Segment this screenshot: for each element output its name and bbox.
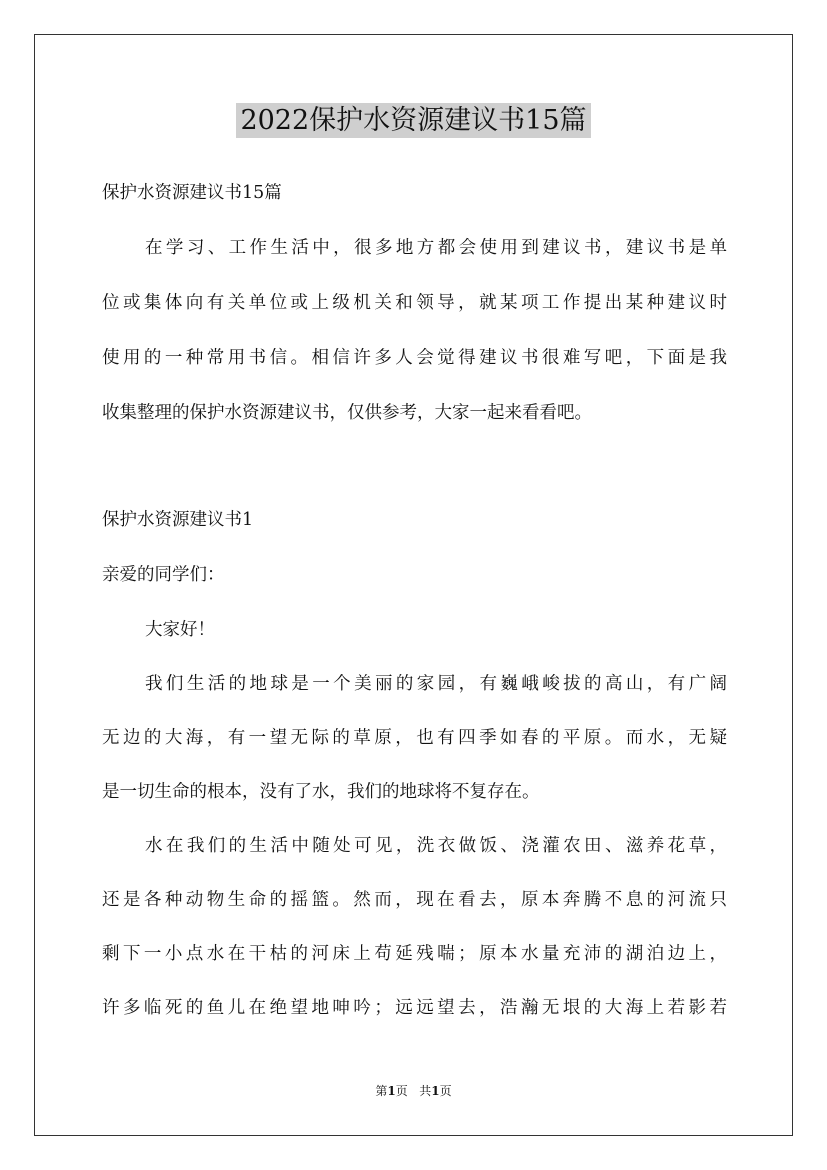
body-line: 是一切生命的根本，没有了水，我们的地球将不复存在。 <box>102 782 540 802</box>
body-line: 使用的一种常用书信。相信许多人会觉得建议书很难写吧，下面是我 <box>102 348 727 368</box>
section-heading: 保护水资源建议书1 <box>102 510 254 530</box>
footer-total-pages: 1 <box>431 1084 440 1098</box>
document-title-text: 2022保护水资源建议书15篇 <box>236 103 590 138</box>
body-line: 许多临死的鱼儿在绝望地呻吟；远远望去，浩瀚无垠的大海上若影若 <box>102 998 727 1018</box>
footer-total-suffix: 页 <box>439 1084 452 1098</box>
body-line: 收集整理的保护水资源建议书，仅供参考，大家一起来看看吧。 <box>102 403 592 423</box>
body-line: 我们生活的地球是一个美丽的家园，有巍峨峻拔的高山，有广阔 <box>145 674 727 694</box>
subtitle-line: 保护水资源建议书15篇 <box>102 183 282 203</box>
greeting: 大家好！ <box>145 620 215 640</box>
body-line: 无边的大海，有一望无际的草原，也有四季如春的平原。而水，无疑 <box>102 728 727 748</box>
body-line: 水在我们的生活中随处可见，洗衣做饭、浇灌农田、滋养花草， <box>145 836 727 856</box>
body-line: 剩下一小点水在干枯的河床上苟延残喘；原本水量充沛的湖泊边上， <box>102 944 727 964</box>
body-line: 还是各种动物生命的摇篮。然而，现在看去，原本奔腾不息的河流只 <box>102 890 727 910</box>
body-line: 在学习、工作生活中，很多地方都会使用到建议书，建议书是单 <box>145 238 727 258</box>
body-line: 位或集体向有关单位或上级机关和领导，就某项工作提出某种建议时 <box>102 293 727 313</box>
footer-total-prefix: 共 <box>419 1084 432 1098</box>
footer-page-prefix: 第 <box>375 1084 388 1098</box>
salutation: 亲爱的同学们： <box>102 565 225 585</box>
footer-page-suffix: 页 <box>395 1084 408 1098</box>
document-title <box>0 99 827 143</box>
page-footer <box>0 1083 827 1099</box>
footer-page-number: 1 <box>387 1084 396 1098</box>
